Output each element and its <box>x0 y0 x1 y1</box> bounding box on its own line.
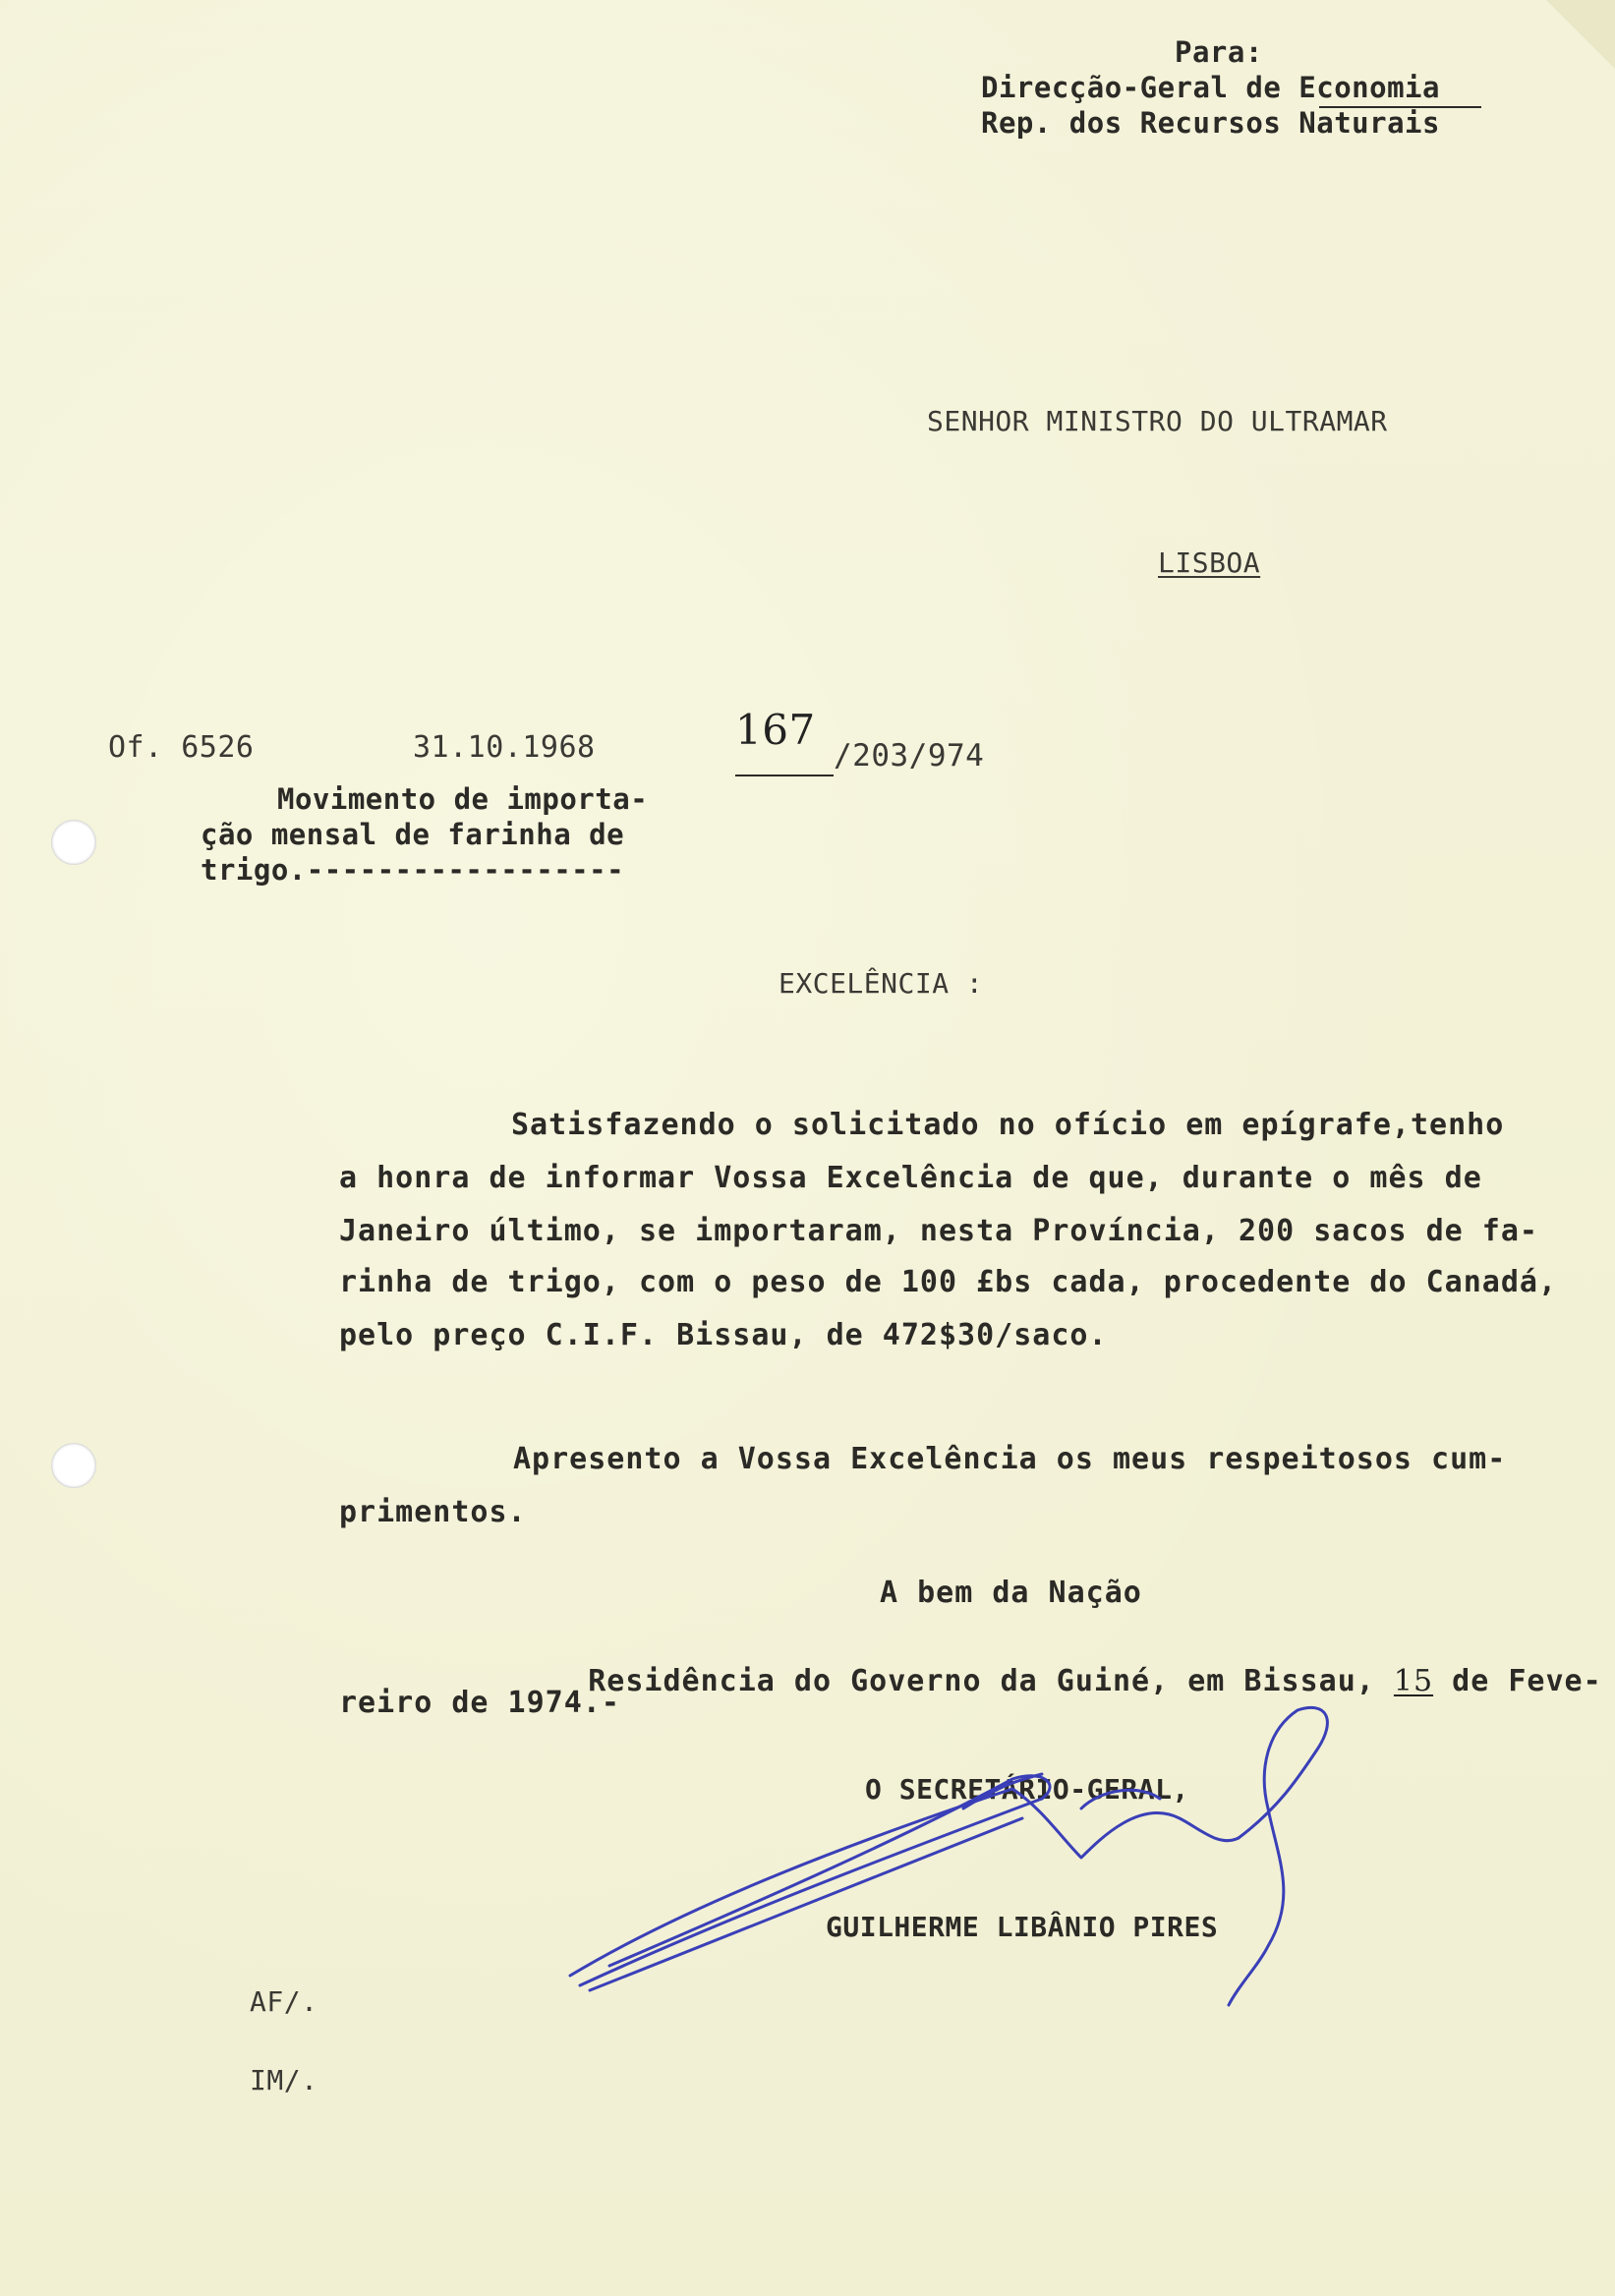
signatory-title: O SECRETÁRIO-GERAL, <box>865 1773 1189 1806</box>
paragraph-1-line-4: rinha de trigo, com o peso de 100 £bs cada, procedente do Canadá, <box>339 1265 1557 1299</box>
reference-date: 31.10.1968 <box>413 730 596 765</box>
handwritten-day: 15 <box>1393 1664 1434 1698</box>
closing-place-a: Residência do Governo da Guiné, em Bissau, <box>588 1664 1394 1698</box>
number-underline <box>735 775 834 776</box>
recipient-city: LISBOA <box>1158 546 1261 579</box>
subject-line-3: trigo.------------------ <box>201 853 625 887</box>
paragraph-2-line-1: Apresento a Vossa Excelência os meus respeitosos cum- <box>513 1442 1507 1476</box>
closing-motto: A bem da Nação <box>880 1576 1142 1610</box>
reference-office: Of. 6526 <box>108 730 255 765</box>
initials-line-2: IM/. <box>250 2064 318 2096</box>
closing-place-b: de Feve- <box>1433 1664 1602 1698</box>
paragraph-1-line-1: Satisfazendo o solicitado no ofício em epígrafe,tenho <box>511 1108 1505 1142</box>
salutation: EXCELÊNCIA : <box>779 967 984 1000</box>
handwritten-number: 167 <box>735 706 816 754</box>
paragraph-1-line-2: a honra de informar Vossa Excelência de que, durante o mês de <box>339 1161 1482 1195</box>
recipient-name: SENHOR MINISTRO DO ULTRAMAR <box>927 405 1388 437</box>
punch-hole-top <box>51 820 96 865</box>
header-line-1: Direcção-Geral de Economia <box>981 71 1440 104</box>
paragraph-2-line-2: primentos. <box>339 1495 527 1529</box>
paragraph-1-line-5: pelo preço C.I.F. Bissau, de 472$30/saco. <box>339 1318 1108 1352</box>
reference-number-suffix: /203/974 <box>834 738 985 774</box>
punch-hole-bottom <box>51 1443 96 1488</box>
para-label: Para: <box>1175 35 1263 69</box>
signatory-name: GUILHERME LIBÂNIO PIRES <box>826 1911 1219 1943</box>
initials-line-1: AF/. <box>250 1985 318 2018</box>
header-line-2: Rep. dos Recursos Naturais <box>981 106 1440 140</box>
folded-corner <box>1546 0 1615 69</box>
subject-line-2: ção mensal de farinha de <box>201 818 625 851</box>
paragraph-1-line-3: Janeiro último, se importaram, nesta Província, 200 sacos de fa- <box>339 1214 1538 1248</box>
closing-place-line-2: reiro de 1974.- <box>339 1686 620 1720</box>
subject-line-1: Movimento de importa- <box>277 782 649 816</box>
handwritten-signature <box>550 1691 1396 2015</box>
